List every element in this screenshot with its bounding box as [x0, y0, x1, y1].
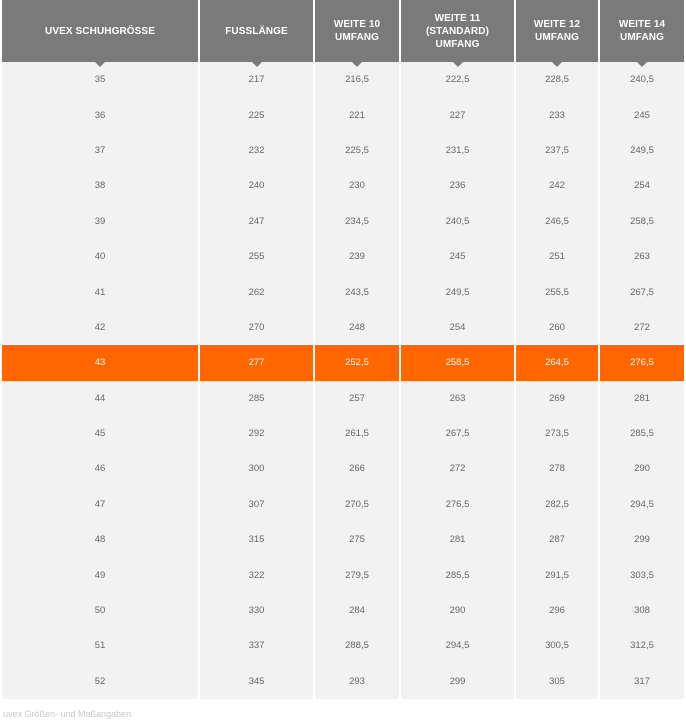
cell-width-11: 236: [401, 168, 516, 203]
cell-shoe-size: 37: [2, 133, 200, 168]
table-row: [2, 593, 684, 628]
cell-width-14: 267,5: [600, 274, 684, 309]
cell-width-12: 300,5: [516, 628, 600, 663]
cell-foot-length: 270: [200, 310, 315, 345]
cell-width-14: 263: [600, 239, 684, 274]
table-row: [2, 133, 684, 168]
header-label: WEITE 14 UMFANG: [618, 19, 666, 43]
cell-width-10: 279,5: [315, 557, 401, 592]
cell-width-10: 257: [315, 381, 401, 416]
cell-shoe-size: 47: [2, 487, 200, 522]
cell-width-11: 263: [401, 381, 516, 416]
cell-width-11: 231,5: [401, 133, 516, 168]
cell-width-12: 269: [516, 381, 600, 416]
cell-width-14: 258,5: [600, 204, 684, 239]
header-pointer-icon: [551, 61, 563, 67]
cell-width-10: 243,5: [315, 274, 401, 309]
cell-width-12: 296: [516, 593, 600, 628]
cell-foot-length: 262: [200, 274, 315, 309]
cell-foot-length: 285: [200, 381, 315, 416]
cell-foot-length: 217: [200, 62, 315, 97]
header-label: WEITE 11 (STANDARD) UMFANG: [425, 12, 490, 50]
cell-foot-length: 315: [200, 522, 315, 557]
cell-width-11: 294,5: [401, 628, 516, 663]
cell-width-10: 288,5: [315, 628, 401, 663]
cell-width-12: 291,5: [516, 557, 600, 592]
cell-width-11: 254: [401, 310, 516, 345]
cell-width-12: 251: [516, 239, 600, 274]
table-row: [2, 97, 684, 132]
table-row: [2, 664, 684, 699]
cell-width-12: 278: [516, 451, 600, 486]
cell-width-12: 273,5: [516, 416, 600, 451]
table-row: [2, 168, 684, 203]
cell-width-12: 246,5: [516, 204, 600, 239]
header-row: [2, 0, 684, 62]
cell-shoe-size: 40: [2, 239, 200, 274]
cell-foot-length: 300: [200, 451, 315, 486]
table-row: [2, 381, 684, 416]
cell-foot-length: 240: [200, 168, 315, 203]
table-row: [2, 62, 684, 97]
cell-width-12: 282,5: [516, 487, 600, 522]
cell-foot-length: 330: [200, 593, 315, 628]
cell-width-14: 303,5: [600, 557, 684, 592]
cell-width-12: 237,5: [516, 133, 600, 168]
cell-width-11: 258,5: [401, 345, 516, 380]
cell-shoe-size: 38: [2, 168, 200, 203]
cell-width-14: 285,5: [600, 416, 684, 451]
cell-width-11: 276,5: [401, 487, 516, 522]
cell-width-11: 285,5: [401, 557, 516, 592]
header-label: UVEX SCHUHGRÖSSE: [45, 25, 155, 37]
cell-width-12: 264,5: [516, 345, 600, 380]
cell-width-11: 281: [401, 522, 516, 557]
cell-width-12: 242: [516, 168, 600, 203]
cell-shoe-size: 43: [2, 345, 200, 380]
cell-foot-length: 337: [200, 628, 315, 663]
header-foot-length: [200, 0, 315, 62]
header-pointer-icon: [94, 61, 106, 67]
cell-width-12: 228,5: [516, 62, 600, 97]
cell-foot-length: 292: [200, 416, 315, 451]
table-row: [2, 345, 684, 380]
cell-foot-length: 307: [200, 487, 315, 522]
header-width-14: [600, 0, 684, 62]
cell-width-14: 276,5: [600, 345, 684, 380]
cell-foot-length: 225: [200, 97, 315, 132]
cell-shoe-size: 49: [2, 557, 200, 592]
cell-width-11: 299: [401, 664, 516, 699]
cell-shoe-size: 45: [2, 416, 200, 451]
cell-width-11: 222,5: [401, 62, 516, 97]
cell-foot-length: 232: [200, 133, 315, 168]
cell-foot-length: 255: [200, 239, 315, 274]
cell-width-14: 290: [600, 451, 684, 486]
cell-width-10: 216,5: [315, 62, 401, 97]
cell-width-12: 260: [516, 310, 600, 345]
cell-width-12: 233: [516, 97, 600, 132]
cell-shoe-size: 50: [2, 593, 200, 628]
table-row: [2, 522, 684, 557]
header-label: WEITE 12 UMFANG: [533, 19, 581, 43]
cell-foot-length: 247: [200, 204, 315, 239]
cell-width-14: 240,5: [600, 62, 684, 97]
cell-width-10: 234,5: [315, 204, 401, 239]
cell-width-10: 221: [315, 97, 401, 132]
cell-width-10: 230: [315, 168, 401, 203]
table-row: [2, 274, 684, 309]
cell-width-10: 275: [315, 522, 401, 557]
cell-width-11: 240,5: [401, 204, 516, 239]
cell-width-14: 281: [600, 381, 684, 416]
header-pointer-icon: [452, 61, 464, 67]
size-chart-table: [2, 0, 684, 699]
table-row: [2, 310, 684, 345]
table-row: [2, 416, 684, 451]
cell-width-10: 225,5: [315, 133, 401, 168]
table-header: [2, 0, 684, 62]
header-pointer-icon: [251, 61, 263, 67]
header-width-11: [401, 0, 516, 62]
cell-foot-length: 345: [200, 664, 315, 699]
cell-width-14: 308: [600, 593, 684, 628]
cell-width-14: 317: [600, 664, 684, 699]
cell-width-11: 249,5: [401, 274, 516, 309]
cell-width-14: 272: [600, 310, 684, 345]
header-label: WEITE 10 UMFANG: [333, 19, 381, 43]
cell-shoe-size: 51: [2, 628, 200, 663]
table-row: [2, 204, 684, 239]
cell-width-10: 261,5: [315, 416, 401, 451]
cell-width-10: 239: [315, 239, 401, 274]
cell-width-10: 252,5: [315, 345, 401, 380]
cell-width-14: 254: [600, 168, 684, 203]
cell-width-10: 270,5: [315, 487, 401, 522]
table-row: [2, 628, 684, 663]
header-width-10: [315, 0, 401, 62]
cell-width-11: 290: [401, 593, 516, 628]
cell-shoe-size: 35: [2, 62, 200, 97]
cell-width-14: 299: [600, 522, 684, 557]
cell-foot-length: 322: [200, 557, 315, 592]
cell-shoe-size: 36: [2, 97, 200, 132]
table-row: [2, 451, 684, 486]
cell-foot-length: 277: [200, 345, 315, 380]
cell-width-11: 267,5: [401, 416, 516, 451]
cell-width-14: 294,5: [600, 487, 684, 522]
cell-shoe-size: 41: [2, 274, 200, 309]
cell-width-12: 287: [516, 522, 600, 557]
cell-shoe-size: 42: [2, 310, 200, 345]
cell-shoe-size: 44: [2, 381, 200, 416]
cell-width-11: 227: [401, 97, 516, 132]
cell-width-14: 312,5: [600, 628, 684, 663]
header-shoe-size: [2, 0, 200, 62]
cell-width-11: 272: [401, 451, 516, 486]
cell-width-12: 305: [516, 664, 600, 699]
header-pointer-icon: [351, 61, 363, 67]
cell-width-14: 249,5: [600, 133, 684, 168]
table-row: [2, 487, 684, 522]
cell-shoe-size: 39: [2, 204, 200, 239]
table-body: [2, 62, 684, 699]
table-row: [2, 239, 684, 274]
table-caption: uvex Größen- und Maßangaben: [3, 709, 132, 719]
cell-width-10: 284: [315, 593, 401, 628]
header-label: FUSSLÄNGE: [225, 25, 288, 37]
cell-shoe-size: 46: [2, 451, 200, 486]
cell-width-10: 293: [315, 664, 401, 699]
cell-shoe-size: 52: [2, 664, 200, 699]
cell-shoe-size: 48: [2, 522, 200, 557]
header-pointer-icon: [636, 61, 648, 67]
table-row: [2, 557, 684, 592]
cell-width-10: 266: [315, 451, 401, 486]
cell-width-10: 248: [315, 310, 401, 345]
cell-width-11: 245: [401, 239, 516, 274]
header-width-12: [516, 0, 600, 62]
cell-width-12: 255,5: [516, 274, 600, 309]
cell-width-14: 245: [600, 97, 684, 132]
